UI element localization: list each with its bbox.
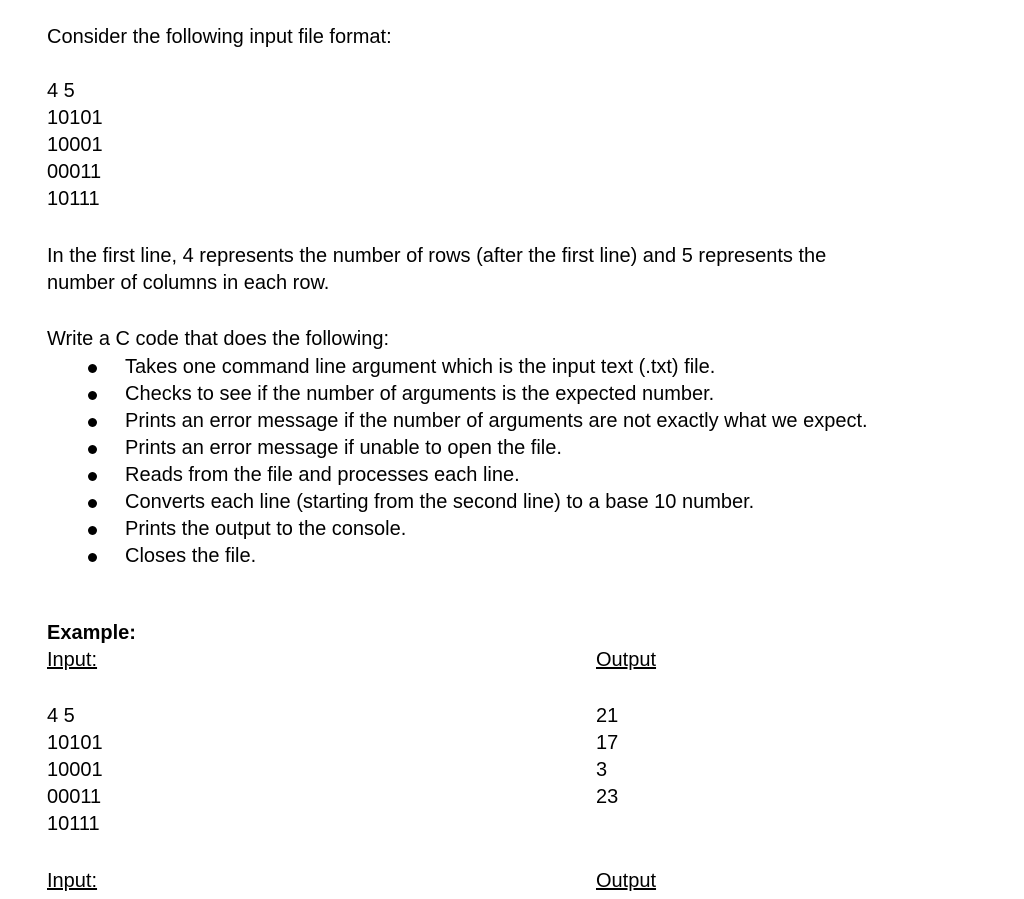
bullet-icon [88, 526, 97, 535]
bullet-icon [88, 364, 97, 373]
explanation-line: In the first line, 4 represents the number of rows (after the first line) and 5 represents the [47, 245, 827, 267]
example-output-line: 3 [596, 759, 608, 781]
requirement-text: Prints the output to the console. [125, 518, 407, 540]
bullet-icon [88, 445, 97, 454]
example-output-line: 17 [596, 732, 619, 754]
example2-input-label: Input: [47, 870, 98, 892]
example-output-line: 21 [596, 705, 619, 727]
sample-input-line: 00011 [47, 161, 102, 183]
example-input-line: 10111 [47, 813, 100, 835]
bullet-icon [88, 499, 97, 508]
requirement-text: Prints an error message if the number of arguments are not exactly what we expect. [125, 410, 868, 432]
sample-input-line: 10001 [47, 134, 103, 156]
bullet-icon [88, 391, 97, 400]
explanation-line: number of columns in each row. [47, 272, 330, 294]
example2-output-label: Output [596, 870, 657, 892]
requirement-text: Checks to see if the number of arguments is the expected number. [125, 383, 715, 405]
task-heading: Write a C code that does the following: [47, 328, 390, 350]
requirement-text: Converts each line (starting from the second line) to a base 10 number. [125, 491, 755, 513]
example-input-label: Input: [47, 649, 98, 671]
example-input-line: 00011 [47, 786, 102, 808]
sample-input-line: 10111 [47, 188, 100, 210]
example-input-line: 10101 [47, 732, 103, 754]
example-output-label: Output [596, 649, 657, 671]
bullet-icon [88, 418, 97, 427]
bullet-icon [88, 472, 97, 481]
sample-input-line: 10101 [47, 107, 103, 129]
requirement-text: Reads from the file and processes each line. [125, 464, 520, 486]
explanation-paragraph [47, 243, 826, 297]
requirement-text: Closes the file. [125, 545, 257, 567]
example-input-line: 10001 [47, 759, 103, 781]
example-heading: Example: [47, 622, 136, 644]
sample-input-line: 4 5 [47, 80, 75, 102]
example-output-block [596, 703, 618, 811]
intro-text: Consider the following input file format: [47, 26, 392, 48]
sample-input-block [47, 78, 103, 213]
example-input-line: 4 5 [47, 705, 75, 727]
bullet-icon [88, 553, 97, 562]
example-input-block [47, 703, 103, 838]
example-output-line: 23 [596, 786, 619, 808]
requirement-text: Takes one command line argument which is the input text (.txt) file. [125, 356, 716, 378]
requirement-text: Prints an error message if unable to open the file. [125, 437, 562, 459]
